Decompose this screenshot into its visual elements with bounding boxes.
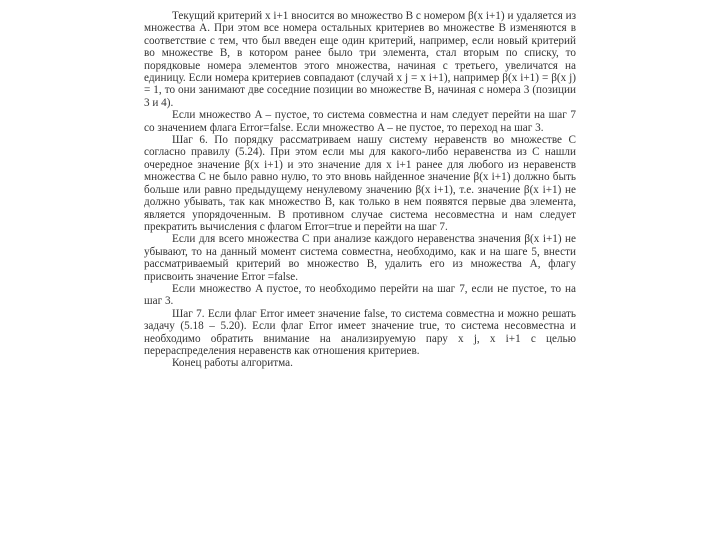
paragraph-set-a-empty-check: Если множество A – пустое, то система совместна и нам следует перейти на шаг 7 со значением флага Error=false. Если множество A – не пустое, то переход на шаг 3. bbox=[144, 109, 576, 134]
paragraph-set-c-analysis: Если для всего множества C при анализе каждого неравенства значения β(x i+1) не убывают, то на данный момент система совместна, необходимо, как и на шаге 5, внести рассматриваемый критерий во множество B, удалить его из множества A, флагу присвоить значение Error =false. bbox=[144, 233, 576, 283]
paragraph-step-6: Шаг 6. По порядку рассматриваем нашу систему неравенств во множестве C согласно правилу (5.24). При этом если мы для какого-либо неравенства из C нашли очередное значение β(x i+1) и это значение для x i+1 ранее для любого из неравенств множества C не было равно нулю, то это вновь найденное значение β(x i+1) должно быть больше или равно предыдущему ненулевому значению β(x i+1), т.е. значение β(x i+1) не должно убывать, так как множество B, как только в нем появятся первые два элемента, является упорядоченным. В противном случае система несовместна и нам следует прекратить вычисления с флагом Error=true и перейти на шаг 7. bbox=[144, 134, 576, 233]
document-body bbox=[144, 10, 576, 370]
paragraph-criterion-insert: Текущий критерий x i+1 вносится во множество B с номером β(x i+1) и удаляется из множества A. При этом все номера остальных критериев во множестве B изменяются в соответствие с тем, что был введен еще один критерий, например, если новый критерий во множестве B, в котором ранее было три элемента, стал вторым по списку, то порядковые номера элементов этого множества, начиная с третьего, увеличатся на единицу. Если номера критериев совпадают (случай x j = x i+1), например β(x i+1) = β(x j) = 1, то они занимают две соседние позиции во множестве B, начиная с номера 3 (позиции 3 и 4). bbox=[144, 10, 576, 109]
paragraph-step-7: Шаг 7. Если флаг Error имеет значение false, то система совместна и можно решать задачу (5.18 – 5.20). Если флаг Error имеет значение true, то система несовместна и необходимо обратить внимание на анализируемую пару x j, x i+1 с целью перераспределения неравенств как отношения критериев. bbox=[144, 307, 576, 357]
paragraph-algorithm-end: Конец работы алгоритма. bbox=[172, 357, 293, 370]
paragraph-set-a-empty-goto: Если множество A пустое, то необходимо перейти на шаг 7, если не пустое, то на шаг 3. bbox=[144, 282, 576, 308]
